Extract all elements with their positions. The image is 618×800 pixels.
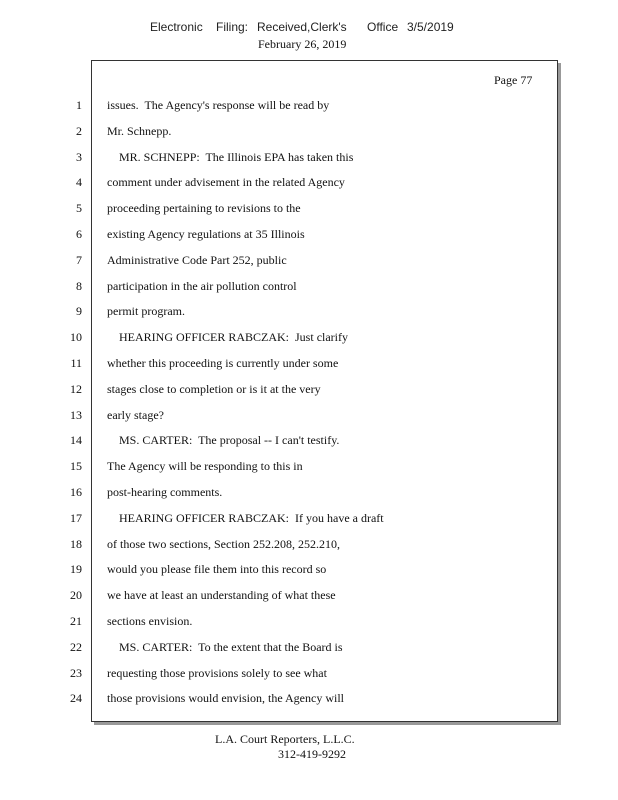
- line-number-column: [60, 93, 82, 712]
- transcript-line: permit program.: [107, 304, 185, 319]
- transcript-line: stages close to completion or is it at the very: [107, 381, 321, 396]
- court-reporter-phone: 312-419-9292: [278, 747, 346, 761]
- line-number: 23: [70, 665, 82, 680]
- page-number: Page 77: [494, 73, 533, 87]
- line-number: 15: [70, 459, 82, 474]
- stamp-date: 3/5/2019: [407, 20, 454, 34]
- line-number: 11: [70, 355, 82, 370]
- transcript-line: issues. The Agency's response will be read by: [107, 98, 330, 112]
- stamp-electronic: Electronic: [150, 20, 203, 34]
- line-number: 17: [70, 510, 82, 525]
- line-number: 16: [70, 484, 82, 499]
- line-number: 13: [70, 407, 82, 422]
- line-number: 22: [70, 639, 82, 654]
- transcript-line: MS. CARTER: To the extent that the Board is: [107, 639, 343, 654]
- line-number: 4: [76, 175, 82, 190]
- line-number: 3: [76, 149, 82, 164]
- line-number: 5: [76, 201, 82, 216]
- stamp-office: Office: [367, 20, 399, 34]
- transcript-line: HEARING OFFICER RABCZAK: Just clarify: [107, 330, 349, 345]
- transcript-line: proceeding pertaining to revisions to the: [107, 201, 301, 216]
- line-number: 7: [76, 252, 82, 267]
- line-number: 6: [76, 226, 82, 241]
- line-number: 9: [76, 304, 82, 319]
- transcript-line: early stage?: [107, 407, 164, 422]
- transcript-line: requesting those provisions solely to see what: [107, 665, 327, 680]
- line-number: 8: [76, 278, 82, 293]
- line-number: 10: [70, 330, 82, 345]
- line-number: 24: [70, 691, 82, 706]
- line-number: 1: [76, 98, 82, 112]
- transcript-line: would you please file them into this record so: [107, 562, 327, 577]
- transcript-line: HEARING OFFICER RABCZAK: If you have a draft: [107, 510, 384, 525]
- line-number: 14: [70, 433, 82, 448]
- line-number: 21: [70, 613, 82, 628]
- line-number: 20: [70, 588, 82, 603]
- line-number: 18: [70, 536, 82, 551]
- transcript-line: we have at least an understanding of what these: [107, 588, 336, 603]
- transcript-text: [107, 93, 384, 712]
- transcript-line: The Agency will be responding to this in: [107, 459, 303, 474]
- transcript-line: existing Agency regulations at 35 Illinois: [107, 226, 305, 241]
- court-reporter-name: L.A. Court Reporters, L.L.C.: [215, 732, 355, 746]
- stamp-received-clerk: Received,Clerk's: [257, 20, 347, 34]
- transcript-line: participation in the air pollution control: [107, 278, 297, 293]
- transcript-line: whether this proceeding is currently under some: [107, 355, 339, 370]
- hearing-date: February 26, 2019: [258, 37, 347, 51]
- stamp-filing: Filing:: [216, 20, 249, 34]
- transcript-line: post-hearing comments.: [107, 484, 223, 499]
- transcript-line: those provisions would envision, the Agency will: [107, 691, 344, 706]
- transcript-line: Mr. Schnepp.: [107, 123, 172, 138]
- transcript-line: of those two sections, Section 252.208, 252.210,: [107, 536, 340, 551]
- transcript-line: sections envision.: [107, 613, 193, 628]
- transcript-line: MS. CARTER: The proposal -- I can't testify.: [107, 433, 340, 448]
- line-number: 12: [70, 381, 82, 396]
- line-number: 19: [70, 562, 82, 577]
- transcript-line: comment under advisement in the related Agency: [107, 175, 345, 190]
- transcript-line: Administrative Code Part 252, public: [107, 252, 287, 267]
- line-number: 2: [76, 123, 82, 138]
- transcript-line: MR. SCHNEPP: The Illinois EPA has taken this: [107, 149, 354, 164]
